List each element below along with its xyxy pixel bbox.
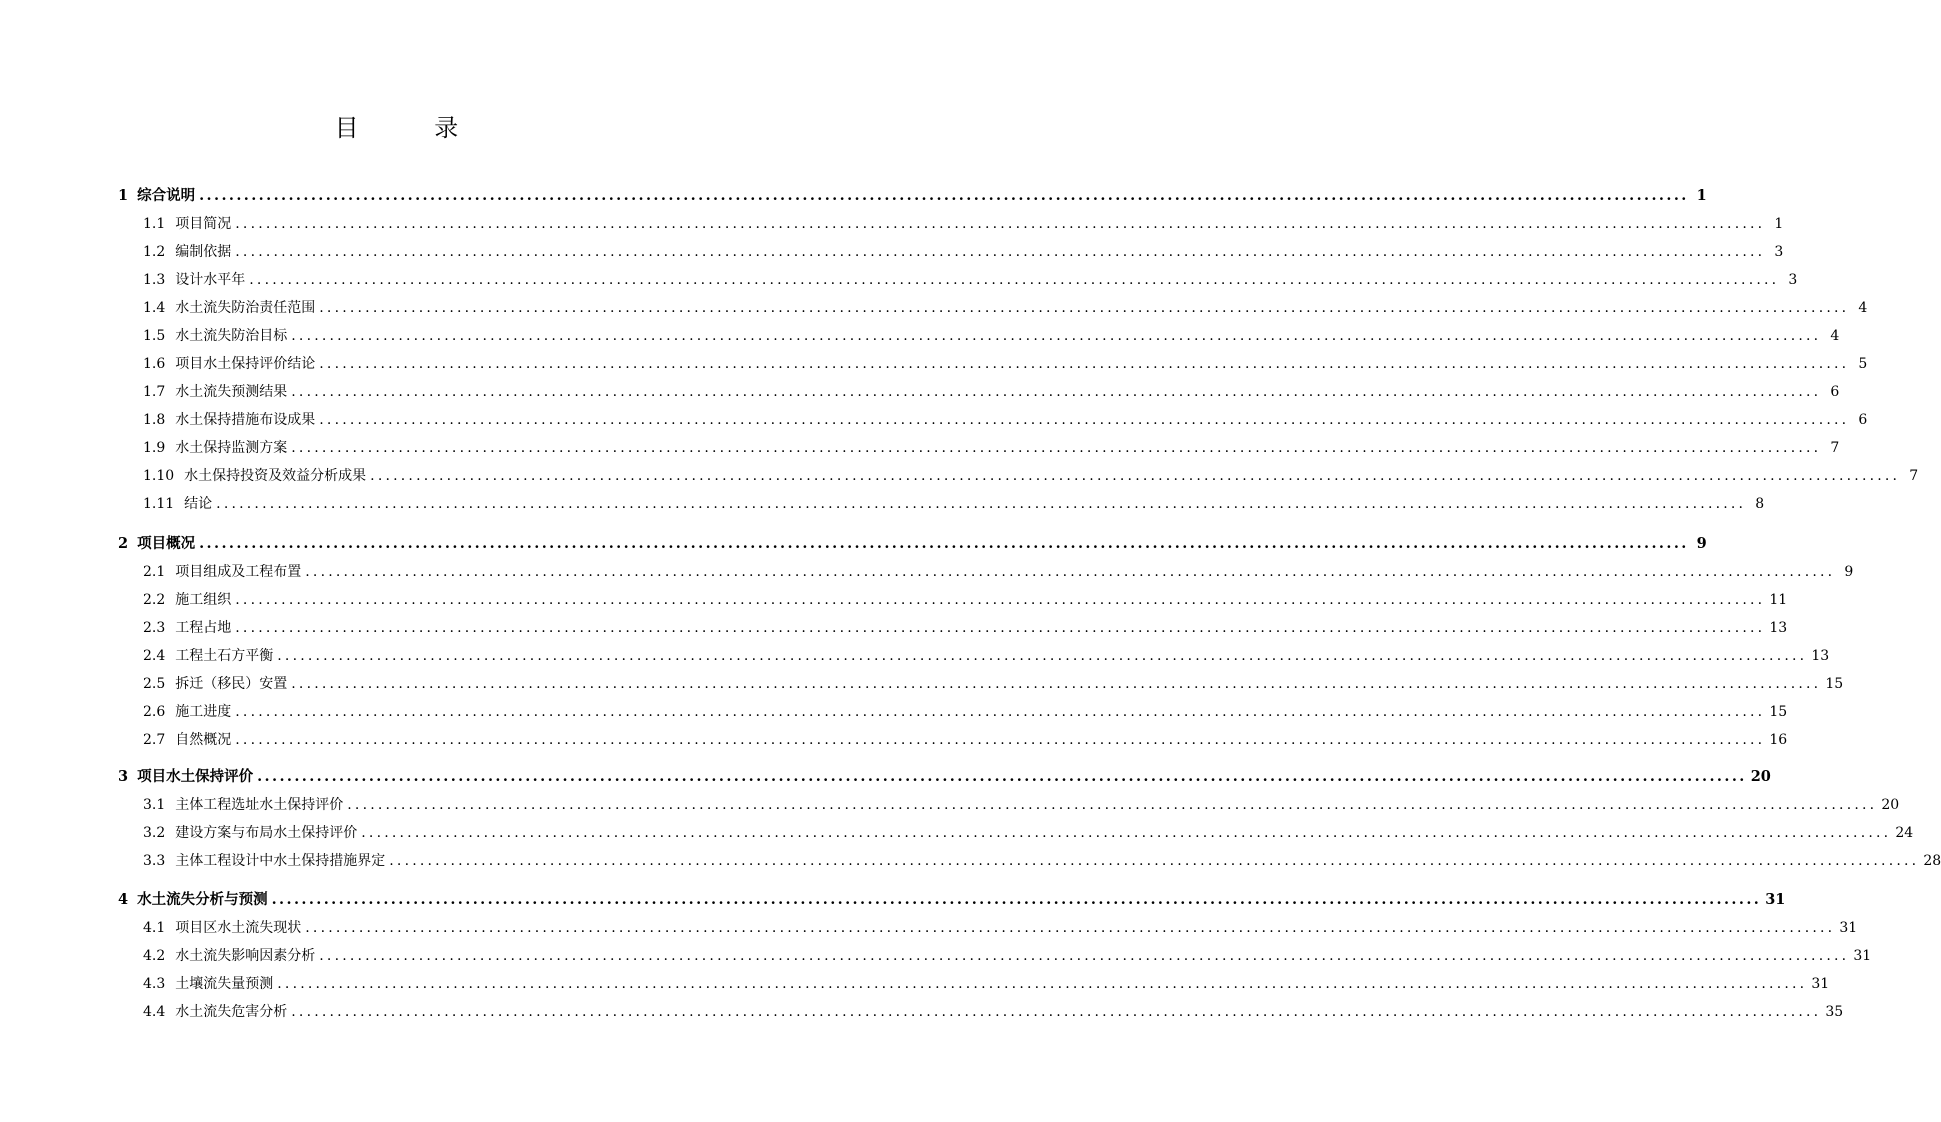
toc-page-number: 31: [1853, 948, 1872, 964]
toc-dot-leader: ........................................................................................................................................................................................................: [291, 1004, 1822, 1020]
toc-chapter-entry[interactable]: [118, 890, 1786, 910]
toc-section-entry[interactable]: [143, 242, 1784, 262]
toc-entry-label: 工程占地: [175, 620, 232, 636]
toc-entry-label: 项目组成及工程布置: [175, 564, 302, 580]
toc-entry-number: 4.4: [143, 1004, 166, 1020]
toc-section-entry[interactable]: [143, 326, 1840, 346]
toc-page-number: 3: [1774, 244, 1784, 260]
toc-entry-label: 工程土石方平衡: [175, 648, 274, 664]
toc-page-number: 31: [1839, 920, 1858, 936]
toc-dot-leader: ........................................................................................................................................................................................................: [319, 356, 1850, 372]
toc-page-number: 4: [1858, 300, 1868, 316]
toc-chapter-entry[interactable]: [118, 534, 1707, 554]
toc-entry-label: 土壤流失量预测: [175, 976, 274, 992]
toc-entry-number: 2.5: [143, 676, 166, 692]
toc-entry-label: 项目简况: [175, 216, 232, 232]
toc-section-entry[interactable]: [143, 1002, 1844, 1022]
toc-section-entry[interactable]: [143, 214, 1784, 234]
toc-entry-label: 施工进度: [175, 704, 232, 720]
toc-entry-label: 设计水平年: [175, 272, 246, 288]
toc-dot-leader: ........................................................................................................................................................................................................: [199, 535, 1689, 552]
toc-page-number: 7: [1909, 468, 1919, 484]
toc-entry-number: 1.4: [143, 300, 166, 316]
toc-section-entry[interactable]: [143, 851, 1941, 871]
toc-dot-leader: ........................................................................................................................................................................................................: [291, 440, 1822, 456]
toc-dot-leader: ........................................................................................................................................................................................................: [319, 948, 1850, 964]
toc-entry-label: 项目概况: [137, 535, 196, 552]
toc-page-number: 6: [1858, 412, 1868, 428]
toc-dot-leader: ........................................................................................................................................................................................................: [235, 620, 1766, 636]
toc-entry-number: 2.3: [143, 620, 166, 636]
toc-dot-leader: ........................................................................................................................................................................................................: [291, 676, 1822, 692]
toc-page-number: 20: [1750, 768, 1771, 785]
toc-section-entry[interactable]: [143, 618, 1788, 638]
toc-page-number: 6: [1830, 384, 1840, 400]
toc-entry-label: 水土保持投资及效益分析成果: [184, 468, 367, 484]
toc-page-number: 9: [1696, 535, 1707, 552]
toc-entry-number: 4.1: [143, 920, 166, 936]
toc-entry-number: 3.2: [143, 825, 166, 841]
toc-section-entry[interactable]: [143, 674, 1844, 694]
toc-dot-leader: ........................................................................................................................................................................................................: [370, 468, 1901, 484]
toc-entry-label: 项目区水土流失现状: [175, 920, 302, 936]
toc-page-number: 15: [1769, 704, 1788, 720]
toc-dot-leader: ........................................................................................................................................................................................................: [235, 704, 1766, 720]
toc-entry-number: 1.1: [143, 216, 166, 232]
toc-entry-number: 2: [118, 535, 129, 552]
toc-entry-number: 1.10: [143, 468, 175, 484]
toc-section-entry[interactable]: [143, 466, 1919, 486]
toc-section-entry[interactable]: [143, 730, 1788, 750]
toc-entry-number: 4.3: [143, 976, 166, 992]
toc-entry-number: 3.3: [143, 853, 166, 869]
toc-dot-leader: ........................................................................................................................................................................................................: [199, 187, 1689, 204]
toc-entry-number: 2.6: [143, 704, 166, 720]
toc-entry-label: 建设方案与布局水土保持评价: [175, 825, 358, 841]
toc-dot-leader: ........................................................................................................................................................................................................: [216, 496, 1747, 512]
toc-dot-leader: ........................................................................................................................................................................................................: [249, 272, 1780, 288]
toc-section-entry[interactable]: [143, 646, 1830, 666]
toc-entry-label: 水土保持措施布设成果: [175, 412, 316, 428]
toc-entry-number: 3: [118, 768, 129, 785]
toc-page-number: 31: [1811, 976, 1830, 992]
toc-dot-leader: ........................................................................................................................................................................................................: [257, 768, 1747, 785]
toc-dot-leader: ........................................................................................................................................................................................................: [271, 891, 1762, 908]
toc-page-number: 9: [1844, 564, 1854, 580]
toc-dot-leader: ........................................................................................................................................................................................................: [235, 216, 1766, 232]
toc-entry-label: 施工组织: [175, 592, 232, 608]
toc-section-entry[interactable]: [143, 974, 1830, 994]
toc-entry-label: 综合说明: [137, 187, 196, 204]
toc-dot-leader: ........................................................................................................................................................................................................: [347, 797, 1878, 813]
toc-entry-label: 水土流失防治目标: [175, 328, 288, 344]
toc-entry-label: 编制依据: [175, 244, 232, 260]
toc-page-number: 20: [1881, 797, 1900, 813]
toc-entry-number: 1.8: [143, 412, 166, 428]
toc-entry-label: 水土流失影响因素分析: [175, 948, 316, 964]
toc-page-number: 28: [1923, 853, 1941, 869]
toc-entry-number: 1.3: [143, 272, 166, 288]
toc-dot-leader: ........................................................................................................................................................................................................: [389, 853, 1920, 869]
toc-dot-leader: ........................................................................................................................................................................................................: [277, 976, 1808, 992]
toc-section-entry[interactable]: [143, 562, 1854, 582]
toc-entry-number: 1.6: [143, 356, 166, 372]
toc-entry-label: 结论: [184, 496, 213, 512]
toc-page-number: 24: [1895, 825, 1914, 841]
toc-entry-label: 水土流失预测结果: [175, 384, 288, 400]
toc-entry-number: 1.5: [143, 328, 166, 344]
toc-section-entry[interactable]: [143, 270, 1798, 290]
toc-entry-label: 拆迁（移民）安置: [175, 676, 288, 692]
toc-section-entry[interactable]: [143, 410, 1868, 430]
toc-entry-number: 4.2: [143, 948, 166, 964]
toc-entry-label: 自然概况: [175, 732, 232, 748]
toc-dot-leader: ........................................................................................................................................................................................................: [291, 328, 1822, 344]
toc-page-number: 1: [1774, 216, 1784, 232]
toc-section-entry[interactable]: [143, 494, 1765, 514]
toc-entry-label: 水土流失防治责任范围: [175, 300, 316, 316]
toc-dot-leader: ........................................................................................................................................................................................................: [361, 825, 1892, 841]
toc-section-entry[interactable]: [143, 918, 1858, 938]
toc-section-entry[interactable]: [143, 298, 1868, 318]
toc-section-entry[interactable]: [143, 438, 1840, 458]
toc-section-entry[interactable]: [143, 382, 1840, 402]
toc-chapter-entry[interactable]: [118, 186, 1707, 206]
toc-section-entry[interactable]: [143, 354, 1868, 374]
toc-entry-number: 2.2: [143, 592, 166, 608]
toc-entry-number: 2.4: [143, 648, 166, 664]
toc-dot-leader: ........................................................................................................................................................................................................: [291, 384, 1822, 400]
toc-page-number: 31: [1765, 891, 1786, 908]
toc-chapter-entry[interactable]: [118, 767, 1771, 787]
toc-dot-leader: ........................................................................................................................................................................................................: [319, 300, 1850, 316]
toc-section-entry[interactable]: [143, 795, 1900, 815]
toc-entry-number: 4: [118, 891, 129, 908]
toc-entry-number: 1.11: [143, 496, 175, 512]
toc-entry-number: 1.7: [143, 384, 166, 400]
toc-entry-label: 项目水土保持评价: [137, 768, 254, 785]
toc-dot-leader: ........................................................................................................................................................................................................: [235, 592, 1766, 608]
toc-dot-leader: ........................................................................................................................................................................................................: [305, 920, 1836, 936]
toc-entry-label: 项目水土保持评价结论: [175, 356, 316, 372]
toc-entry-number: 3.1: [143, 797, 166, 813]
toc-page-number: 3: [1788, 272, 1798, 288]
toc-entry-label: 水土流失分析与预测: [137, 891, 268, 908]
toc-page-number: 35: [1825, 1004, 1844, 1020]
toc-dot-leader: ........................................................................................................................................................................................................: [235, 732, 1766, 748]
toc-entry-label: 主体工程选址水土保持评价: [175, 797, 344, 813]
toc-section-entry[interactable]: [143, 702, 1788, 722]
toc-section-entry[interactable]: [143, 590, 1788, 610]
toc-page-number: 4: [1830, 328, 1840, 344]
toc-section-entry[interactable]: [143, 946, 1872, 966]
toc-page-number: 16: [1769, 732, 1788, 748]
toc-page-number: 13: [1811, 648, 1830, 664]
toc-page-number: 8: [1755, 496, 1765, 512]
toc-entry-label: 主体工程设计中水土保持措施界定: [175, 853, 386, 869]
toc-entry-label: 水土流失危害分析: [175, 1004, 288, 1020]
toc-dot-leader: ........................................................................................................................................................................................................: [319, 412, 1850, 428]
toc-page-number: 15: [1825, 676, 1844, 692]
toc-dot-leader: ........................................................................................................................................................................................................: [235, 244, 1766, 260]
page-title: 目 录: [334, 114, 493, 142]
toc-page-number: 5: [1858, 356, 1868, 372]
toc-entry-label: 水土保持监测方案: [175, 440, 288, 456]
toc-entry-number: 2.7: [143, 732, 166, 748]
toc-entry-number: 1: [118, 187, 129, 204]
toc-dot-leader: ........................................................................................................................................................................................................: [277, 648, 1808, 664]
toc-entry-number: 1.9: [143, 440, 166, 456]
toc-entry-number: 1.2: [143, 244, 166, 260]
toc-page-number: 7: [1830, 440, 1840, 456]
toc-page-number: 13: [1769, 620, 1788, 636]
toc-page-number: 1: [1696, 187, 1707, 204]
toc-dot-leader: ........................................................................................................................................................................................................: [305, 564, 1836, 580]
toc-section-entry[interactable]: [143, 823, 1914, 843]
toc-page-number: 11: [1769, 592, 1788, 608]
toc-entry-number: 2.1: [143, 564, 166, 580]
